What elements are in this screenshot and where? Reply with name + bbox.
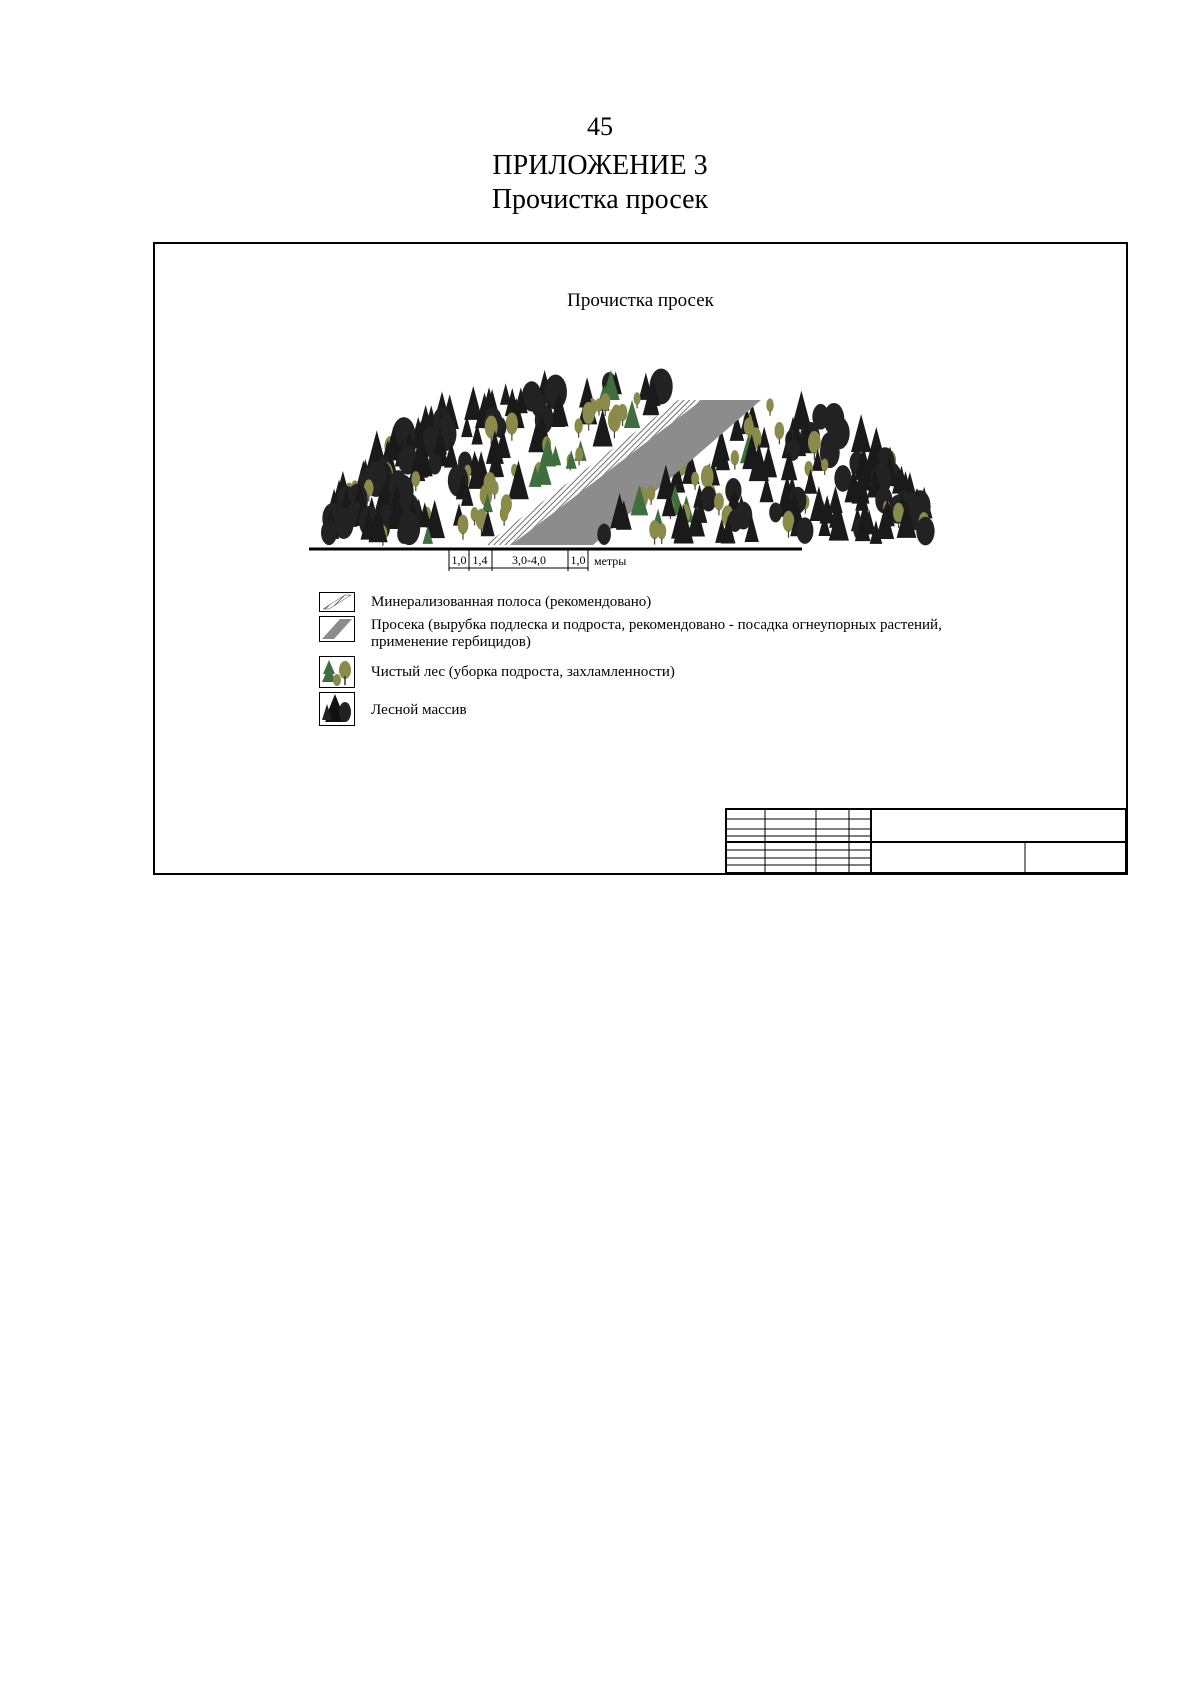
forest-massif-icon [319,692,355,726]
drawing-frame [153,242,1128,875]
legend-text: Чистый лес (уборка подроста, захламленности) [371,664,675,680]
dimension-label: 1,0 [570,553,586,567]
broadleaf-tree [398,511,420,545]
clean-forest-icon [319,656,355,688]
birch-tree [775,422,785,439]
broadleaf-tree [916,517,934,546]
dimension-label: 3,0-4,0 [512,553,546,567]
legend-text: Лесной массив [371,702,467,718]
legend-text: Просека (вырубка подлеска и подроста, рекомендовано - посадка огнеупорных растений, [371,617,942,633]
broadleaf-tree [321,520,337,545]
birch-tree [766,398,773,411]
broadleaf-tree [597,524,611,545]
birch-tree [808,431,821,454]
birch-tree [821,458,828,471]
birch-tree [647,485,655,500]
appendix-subtitle: Прочистка просек [491,184,709,215]
clearing-strip-icon [319,616,355,642]
birch-tree [582,402,595,425]
legend-text: применение гербицидов) [371,634,531,650]
birch-tree [575,447,583,461]
appendix-title: ПРИЛОЖЕНИЕ 3 [492,150,708,181]
dimension-unit: метры [594,554,627,568]
drawing-title: Прочистка просек [567,290,714,311]
legend-text: Минерализованная полоса (рекомендовано) [371,594,652,610]
hatched-strip-icon [319,592,355,612]
birch-tree [574,418,582,433]
birch-tree [608,409,621,432]
birch-tree [691,472,699,486]
broadleaf-tree [796,517,813,544]
birch-tree [731,450,739,465]
conifer-tree [851,414,871,452]
forest-clearing-scene [155,244,1126,873]
birch-tree [500,506,509,522]
birch-tree [714,493,724,511]
conifer-tree [508,461,529,500]
birch-tree [506,413,518,435]
page-number: 45 [587,112,613,141]
birch-tree [657,523,666,539]
dimension-label: 1,4 [472,553,488,567]
birch-tree [458,515,469,535]
birch-tree [634,392,641,405]
dimension-label: 1,0 [451,553,467,567]
title-block [726,809,1126,873]
broadleaf-tree [769,502,782,522]
